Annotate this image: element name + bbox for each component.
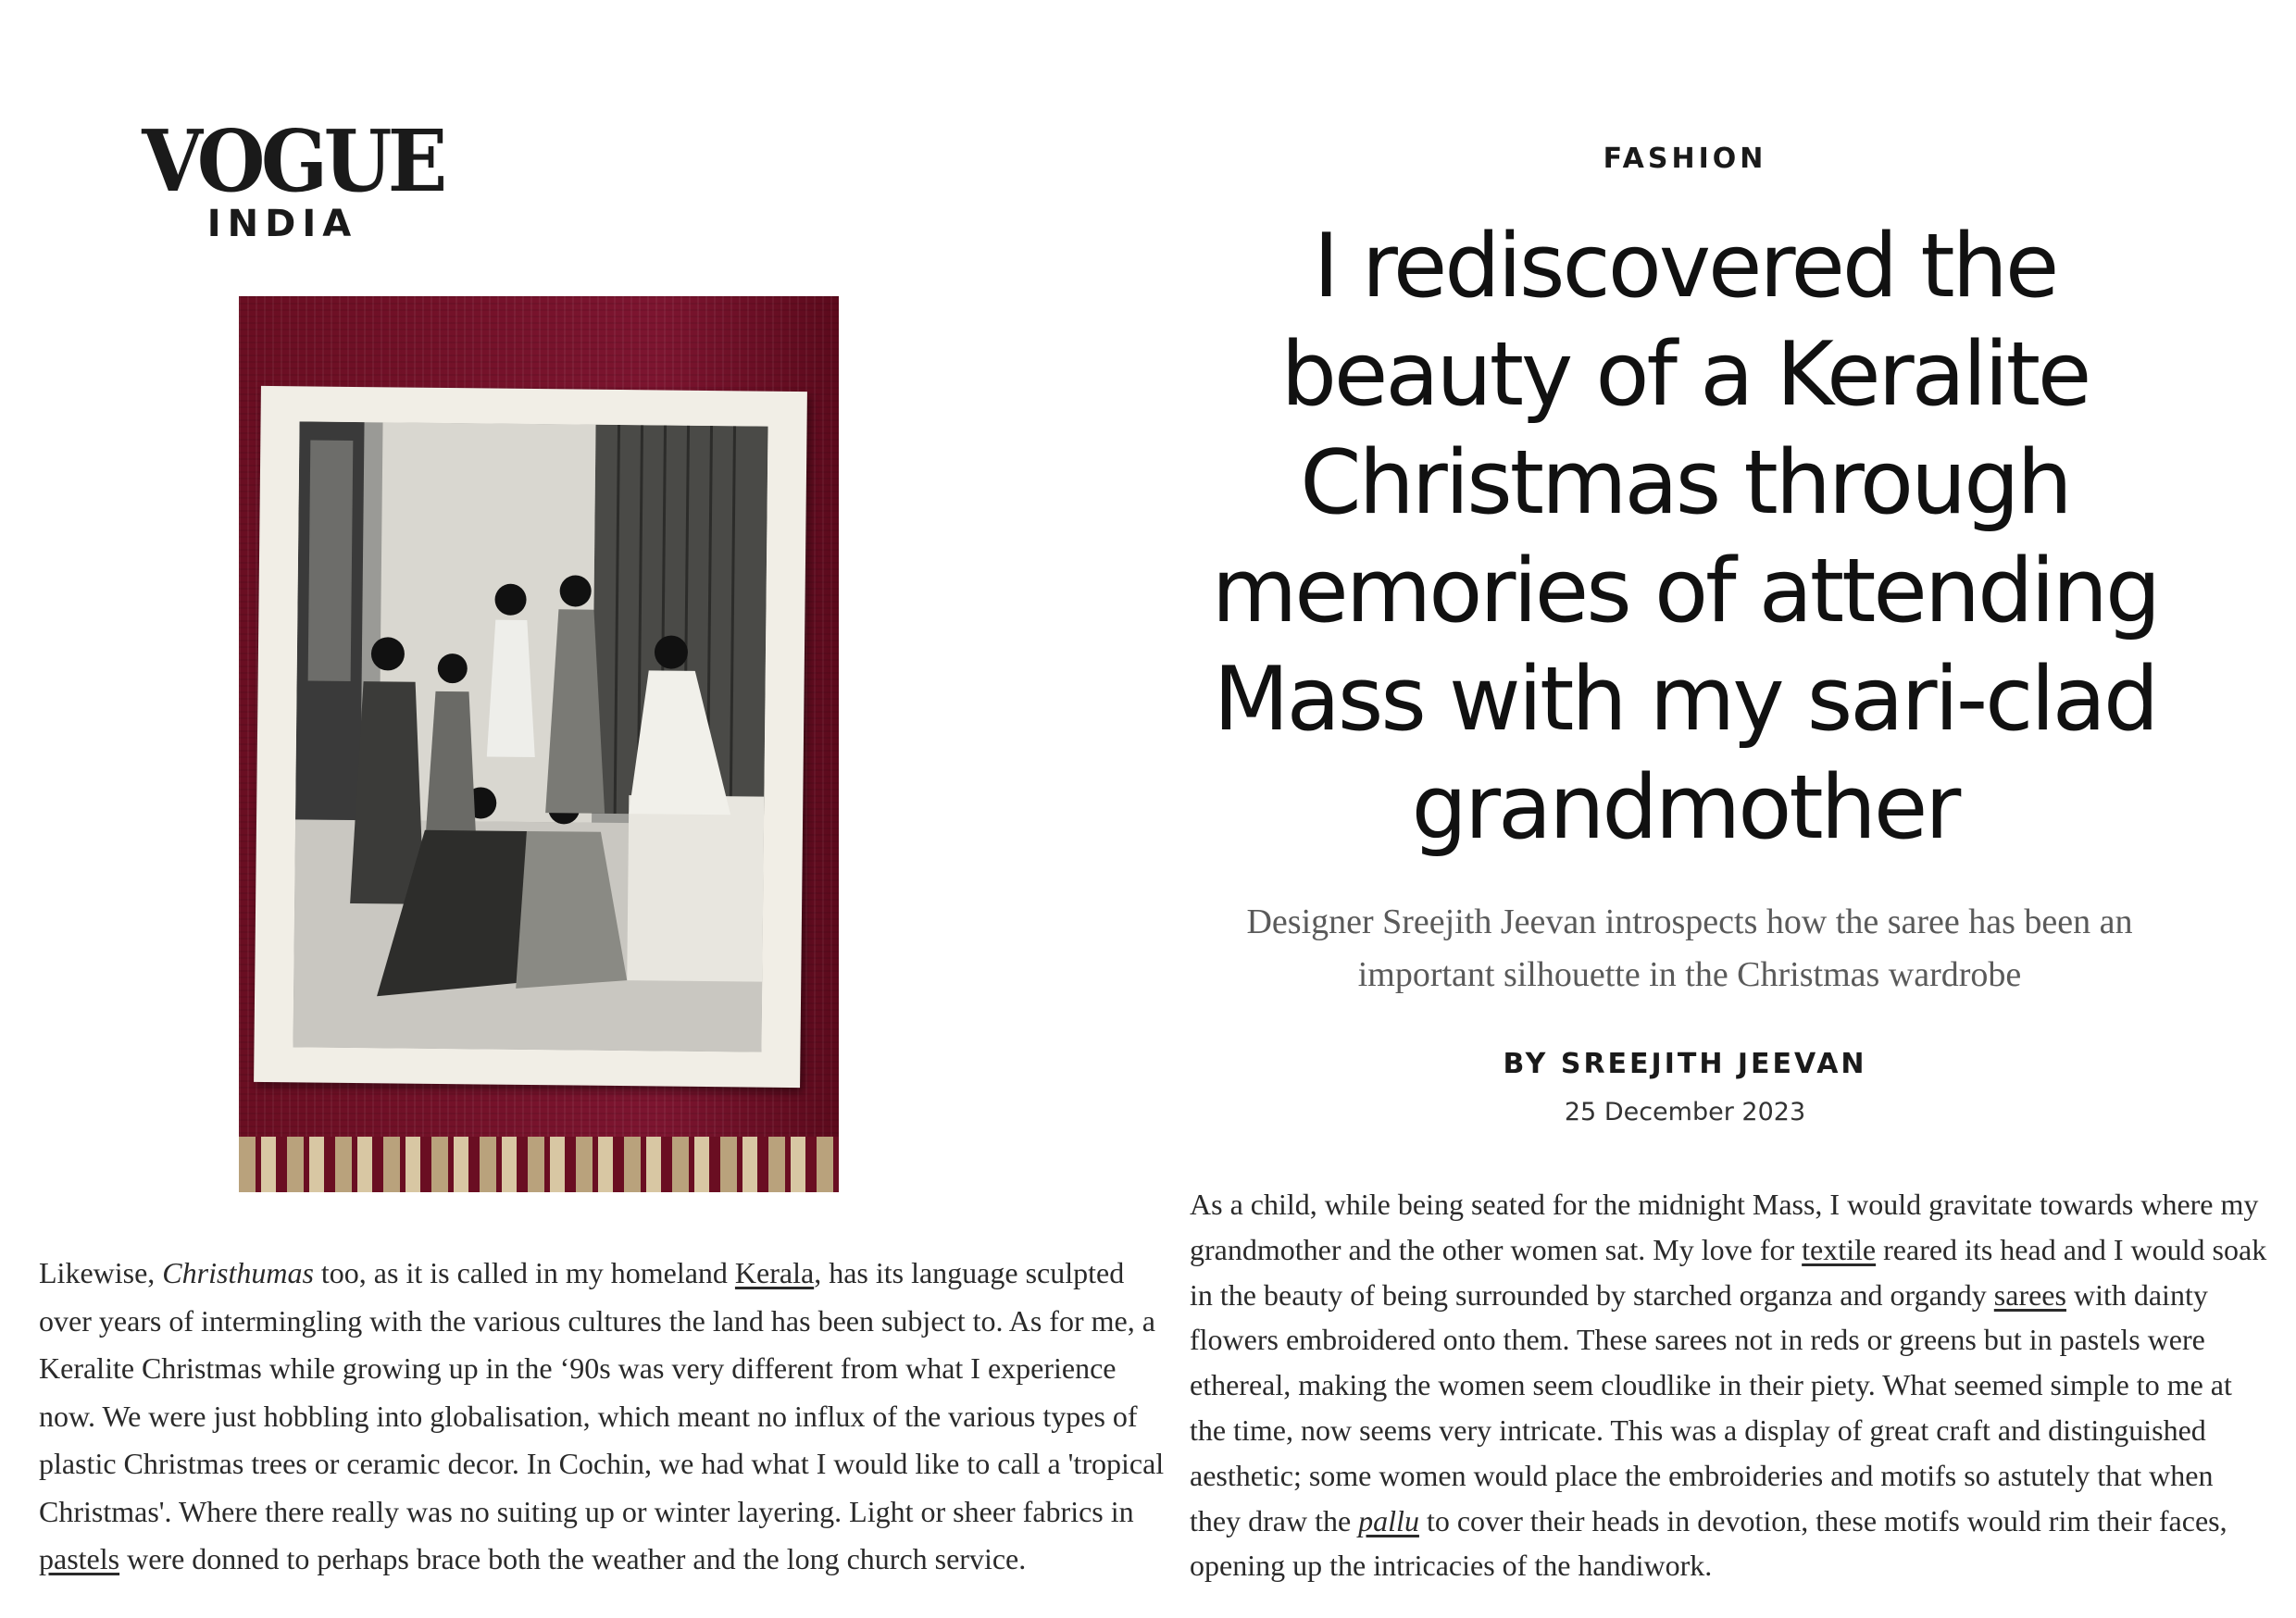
article-headline: I rediscovered the beauty of a Keralite Christmas through memories of attending Mass with my sari-clad grandmother — [1211, 216, 2159, 859]
article-standfirst: Designer Sreejith Jeevan introspects how the saree has been an important silhouette in the Christmas wardrobe — [1246, 902, 2133, 994]
article-byline[interactable]: BY SREEJITH JEEVAN — [1503, 1048, 1867, 1080]
article-photo — [239, 296, 839, 1192]
pallu-link[interactable]: pallu — [1358, 1503, 1419, 1537]
body-text: , has its language sculpted over years of intermingling with the various cultures the land has been subject to. As for me, a Keralite Christmas while growing up in the ‘90s was very different from what I experience now. We were just hobbling into globalisation, which meant no influx of the various types of plastic Christmas trees or ceramic decor. In Cochin, we had what I would like to call a 'tropical Christmas'. Where there really was no suiting up or winter layering. Light or sheer fabrics in — [39, 1256, 1165, 1528]
body-text: As a child, while being seated for the midnight Mass, I would gravitate towards where my grandmother and the other women sat. My love for — [1190, 1188, 2259, 1266]
body-text: reared its head and I would soak in the beauty of being surrounded by starched organza and organdy — [1190, 1232, 2267, 1312]
article-category[interactable]: FASHION — [1603, 143, 1767, 175]
body-text: to cover their heads in devotion, these motifs would rim their faces, opening up the intricacies of the handiwork. — [1190, 1503, 2227, 1583]
sarees-link[interactable]: sarees — [1993, 1277, 2066, 1312]
body-text: with dainty flowers embroidered onto them. These sarees not in reds or greens but in pastels were ethereal, making the women seem cloudlike in their piety. What seemed simple to me at the time, now seems very intricate. This was a display of great craft and distinguished aesthetic; some women would place the embroideries and motifs so astutely that when they draw the — [1190, 1277, 2232, 1537]
vintage-photo-print — [254, 386, 807, 1088]
vogue-india-logo[interactable] — [130, 111, 443, 245]
textile-link[interactable]: textile — [1802, 1232, 1877, 1266]
body-paragraph-left — [39, 1250, 1173, 1584]
kerala-link[interactable]: Kerala — [734, 1256, 815, 1289]
vintage-family-photo-icon — [293, 421, 767, 1052]
body-text: too, as it is called in my homeland — [313, 1256, 735, 1289]
body-text: were donned to perhaps brace both the weather and the long church service. — [119, 1542, 1027, 1575]
body-text: Likewise, — [39, 1256, 163, 1289]
body-italic-text: Christhumas — [162, 1256, 314, 1289]
article-date: 25 December 2023 — [1564, 1098, 1806, 1126]
saree-border-pattern — [239, 1137, 839, 1192]
pastels-link[interactable]: pastels — [39, 1542, 120, 1575]
body-paragraph-right — [1190, 1182, 2268, 1588]
logo-wordmark: VOGUE — [142, 111, 443, 211]
logo-edition: INDIA — [206, 203, 358, 245]
